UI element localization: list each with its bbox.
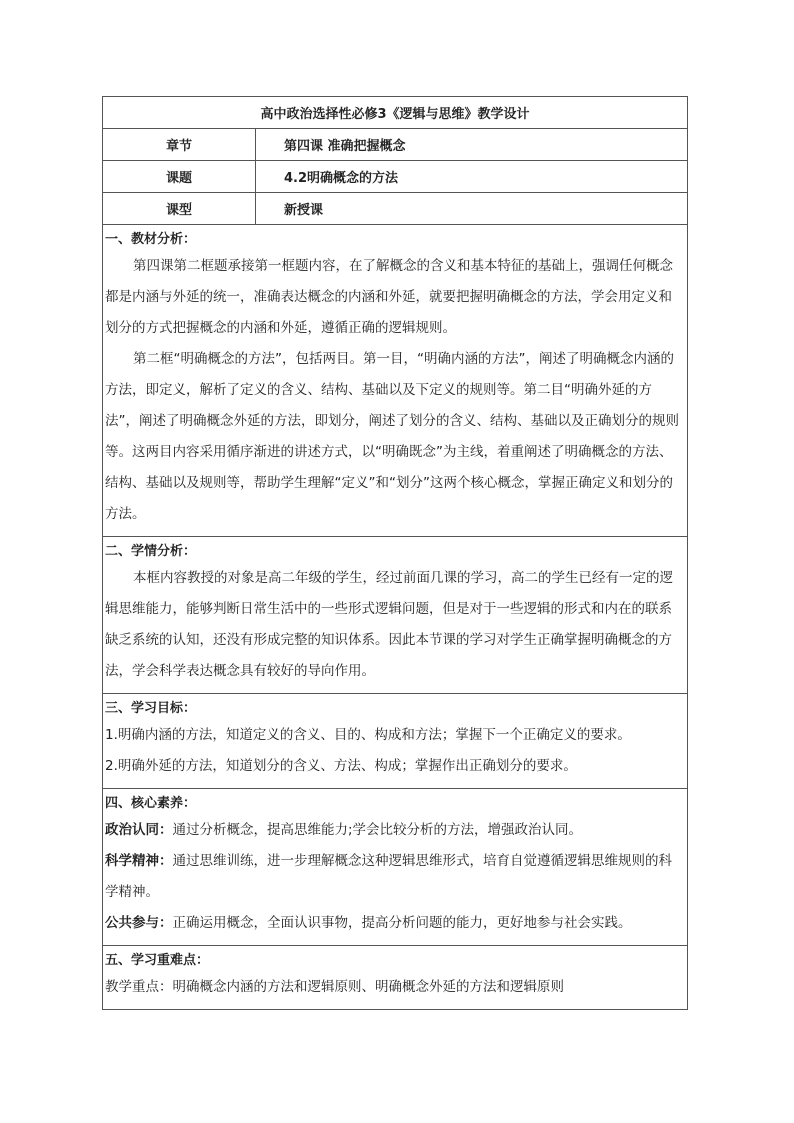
section-heading: 一、教材分析：	[105, 232, 197, 247]
meta-value-lesson-type: 新授课	[256, 193, 688, 225]
objective-item: 2.明确外延的方法，知道划分的含义、方法、构成；掌握作出正确划分的要求。	[105, 758, 577, 774]
competency-text: 通过思维训练，进一步理解概念这种逻辑思维形式，培育自觉遵循逻辑思维规则的科学精神。	[105, 853, 672, 900]
section-student-analysis	[103, 537, 688, 694]
paragraph: 本框内容教授的对象是高二年级的学生，经过前面几课的学习，高二的学生已经有一定的逻辑思维能力，能够判断日常生活中的一些形式逻辑问题，但是对于一些逻辑的形式和内在的联系缺乏系统的认知，还没有形成完整的知识体系。因此本节课的学习对学生正确掌握明确概念的方法，学会科学表达概念具有较好的导向作用。	[105, 570, 673, 679]
meta-label-chapter: 章节	[103, 129, 256, 161]
section-core-competencies	[103, 789, 688, 946]
section-heading: 二、学情分析：	[105, 544, 197, 559]
document-title: 高中政治选择性必修3《逻辑与思维》教学设计	[103, 97, 688, 129]
meta-row	[103, 193, 688, 225]
meta-value-chapter: 第四课 准确把握概念	[256, 129, 688, 161]
meta-label-lesson-type: 课型	[103, 193, 256, 225]
paragraph: 第四课第二框题承接第一框题内容，在了解概念的含义和基本特征的基础上，强调任何概念都是内涵与外延的统一，准确表达概念的内涵和外延，就要把握明确概念的方法，学会用定义和划分的方式把握概念的内涵和外延，遵循正确的逻辑规则。	[105, 258, 673, 336]
competency-item	[105, 815, 683, 846]
paragraph: 第二框“明确概念的方法”，包括两目。第一目，“明确内涵的方法”，阐述了明确概念内涵的方法，即定义，解析了定义的含义、结构、基础以及下定义的规则等。第二目“明确外延的方法”，阐述了明确概念外延的方法，即划分，阐述了划分的含义、结构、基础以及正确划分的规则等。这两目内容采用循序渐进的讲述方式，以“明确既念”为主线，着重阐述了明确概念的方法、结构、基础以及规则等，帮助学生理解“定义”和“划分”这两个核心概念，掌握正确定义和划分的方法。	[105, 351, 679, 522]
meta-row	[103, 161, 688, 193]
section-learning-objectives	[103, 694, 688, 789]
meta-row	[103, 129, 688, 161]
key-point-item: 教学重点：明确概念内涵的方法和逻辑原则、明确概念外延的方法和逻辑原则	[105, 979, 564, 995]
competency-item	[105, 846, 683, 908]
objective-item: 1.明确内涵的方法，知道定义的含义、目的、构成和方法；掌握下一个正确定义的要求。	[105, 727, 631, 743]
section-heading: 四、核心素养：	[105, 796, 197, 811]
section-textbook-analysis	[103, 225, 688, 537]
section-heading: 五、学习重难点：	[105, 953, 210, 968]
section-key-difficulties	[103, 946, 688, 1010]
competency-item	[105, 908, 683, 939]
competency-text: 正确运用概念，全面认识事物，提高分析问题的能力，更好地参与社会实践。	[172, 915, 632, 931]
competency-text: 通过分析概念，提高思维能力;学会比较分析的方法，增强政治认同。	[172, 822, 583, 838]
meta-label-topic: 课题	[103, 161, 256, 193]
meta-value-topic: 4.2明确概念的方法	[256, 161, 688, 193]
competency-label: 政治认同：	[105, 822, 173, 838]
lesson-plan-table	[102, 96, 688, 1010]
competency-label: 公共参与：	[105, 915, 173, 931]
competency-label: 科学精神：	[105, 853, 173, 869]
section-heading: 三、学习目标：	[105, 701, 197, 716]
